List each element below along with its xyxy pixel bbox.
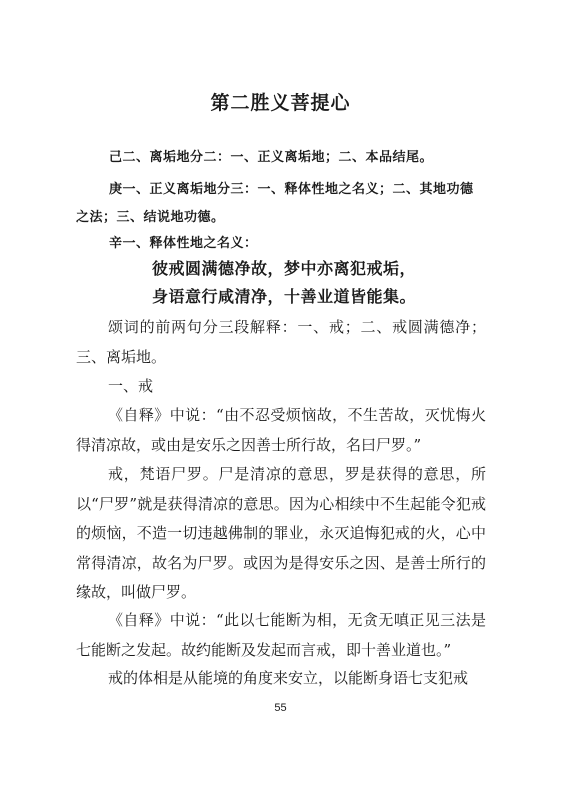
paragraph-intro: 颂词的前两句分三段解释：一、戒；二、戒圆满德净；三、离垢地。 [76,318,486,366]
outline-heading-2: 庚一、正义离垢地分三：一、释体性地之名义；二、其地功德之法；三、结说地功德。 [76,182,474,225]
verse-line-2: 身语意行咸清净，十善业道皆能集。 [152,287,417,306]
outline-heading-1: 己二、离垢地分二：一、正义离垢地；二、本品结尾。 [109,150,434,165]
paragraph-quote-1: 《自释》中说：“由不忍受烦恼故，不生苦故，灭忧悔火得清凉故，或由是安乐之因善士所行故，名曰尸罗。” [76,406,486,454]
paragraph-explanation: 戒，梵语尸罗。尸是清凉的意思，罗是获得的意思，所以“尸罗”就是获得清凉的意思。因为心相续中不生起能令犯戒的烦恼，不造一切违越佛制的罪业，永灭追悔犯戒的火，心中常得清凉，故名为尸罗。或因为是得安乐之因、是善士所行的缘故，叫做尸罗。 [76,465,486,601]
page-title: 第二胜义菩提心 [210,92,351,114]
paragraph-quote-2: 《自释》中说：“此以七能断为相，无贪无嗔正见三法是七能断之发起。故约能断及发起而言戒，即十善业道也。” [76,611,486,659]
section-heading-precept: 一、戒 [108,377,154,395]
verse-line-1: 彼戒圆满德净故，梦中亦离犯戒垢， [152,259,417,278]
page-number: 55 [274,702,287,714]
paragraph-continuation: 戒的体相是从能境的角度来安立，以能断身语七支犯戒 [108,669,469,687]
outline-heading-3: 辛一、释体性地之名义： [109,236,258,251]
